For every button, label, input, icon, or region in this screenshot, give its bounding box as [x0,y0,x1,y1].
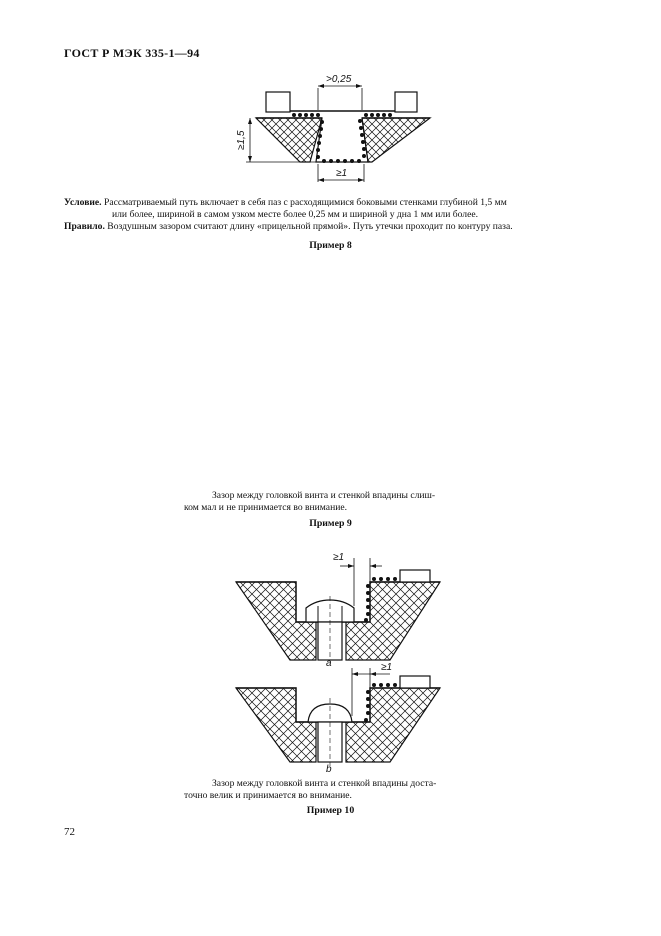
dim-b-label: ≥1 [381,662,393,673]
dim-bottom-label: ≥1 [336,168,348,179]
label-b: b [326,764,332,775]
example-9-caption: Пример 9 [309,518,352,529]
dim-a-label: ≥1 [333,552,345,563]
note-9-line-1: Зазор между головкой винта и стенкой впадины слиш- [212,490,436,501]
condition-text-2: или более, шириной в самом узком месте более 0,25 мм и шириной у дна 1 мм или более. [112,209,479,220]
label-a: a [326,658,332,669]
example-8-caption: Пример 8 [309,240,352,251]
dim-top-label: >0,25 [326,74,352,85]
rule-paragraph [64,221,604,233]
screw-figure-b [236,662,440,775]
rule-text: Воздушным зазором считают длину «прицельной прямой». Путь утечки проходит по контуру паза. [107,221,513,232]
groove-figure [0,0,661,200]
page-number: 72 [64,826,75,838]
condition-label: Условие. [64,197,102,208]
note-10 [184,778,484,802]
condition-paragraph [64,197,604,221]
screw-figure-a [236,552,440,669]
document-header: ГОСТ Р МЭК 335-1—94 [64,46,200,60]
rule-label: Правило. [64,221,105,232]
condition-text-1: Рассматриваемый путь включает в себя паз с расходящимися боковыми стенками глубиной 1,5 мм [103,197,507,208]
note-10-line-2: точно велик и принимается во внимание. [184,790,352,801]
note-9-line-2: ком мал и не принимается во внимание. [184,502,347,513]
example-10-caption: Пример 10 [306,805,355,816]
dim-side-label: ≥1,5 [236,130,247,150]
note-10-line-1: Зазор между головкой винта и стенкой впадины доста- [212,778,437,789]
note-9 [184,490,484,514]
